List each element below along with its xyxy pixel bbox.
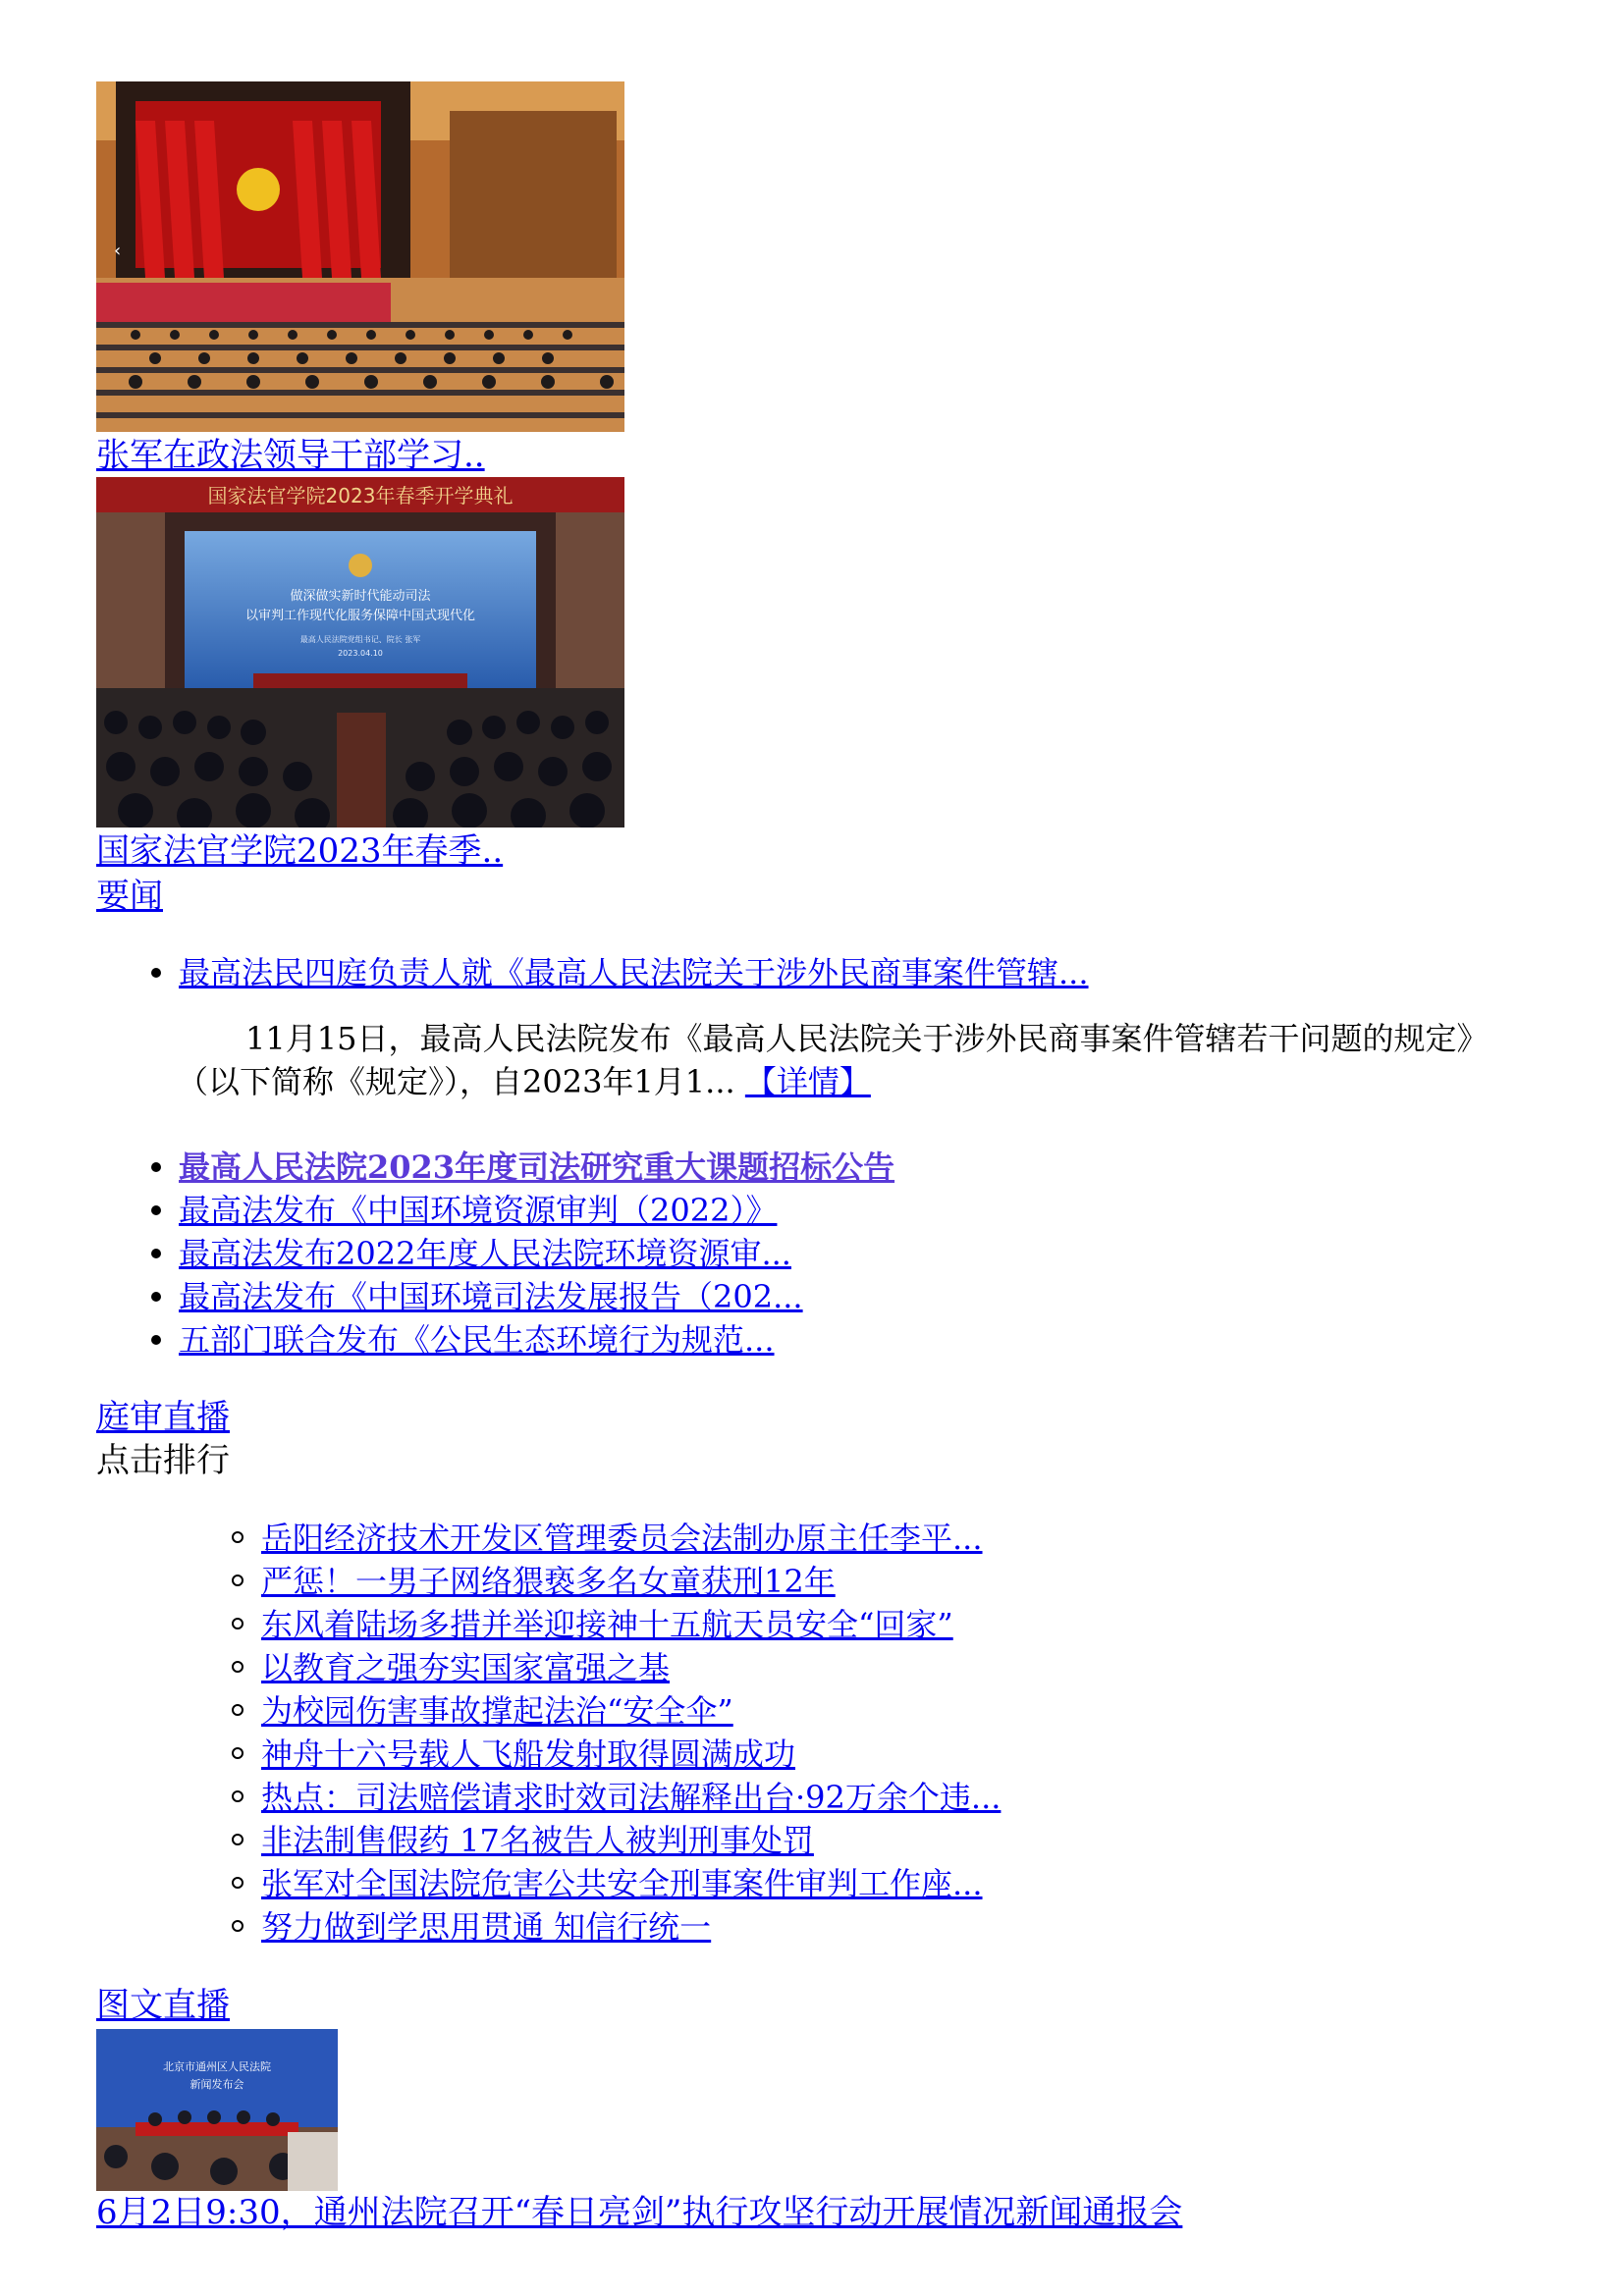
list-item: [261, 1560, 1001, 1603]
ranking-item-link[interactable]: 非法制售假药 17名被告人被判刑事处罚: [261, 1822, 814, 1859]
circle-bullet-icon: [232, 1618, 244, 1629]
list-item: [261, 1689, 1001, 1733]
news-item-link[interactable]: 五部门联合发布《公民生态环境行为规范...: [179, 1321, 775, 1359]
ranking-item-link[interactable]: 以教育之强夯实国家富强之基: [261, 1649, 671, 1686]
circle-bullet-icon: [232, 1834, 244, 1845]
slide-2-image[interactable]: [96, 477, 624, 828]
summary-text: 11月15日，最高人民法院发布《最高人民法院关于涉外民商事案件管辖若干问题的规定》（以下简称《规定》），自2023年1月1...: [177, 1020, 1489, 1100]
circle-bullet-icon: [232, 1877, 244, 1889]
ranking-item-link[interactable]: 严惩！一男子网络猥亵多名女童获刑12年: [261, 1563, 836, 1600]
ranking-item-link[interactable]: 为校园伤害事故撑起法治“安全伞”: [261, 1692, 733, 1730]
list-item: [179, 1146, 894, 1189]
svg-text:最高人民法院党组书记、院长 张军: 最高人民法院党组书记、院长 张军: [299, 635, 421, 644]
photo-live-thumbnail[interactable]: [96, 2029, 338, 2191]
svg-text:‹: ‹: [114, 240, 122, 261]
circle-bullet-icon: [232, 1920, 244, 1932]
ranking-item-link[interactable]: 热点：司法赔偿请求时效司法解释出台·92万余个违...: [261, 1779, 1001, 1816]
ceremony-photo-icon: [96, 477, 624, 828]
circle-bullet-icon: [232, 1704, 244, 1716]
list-item: [261, 1517, 1001, 1560]
news-lead-summary: [177, 1017, 1532, 1103]
svg-text:以审判工作现代化服务保障中国式现代化: 以审判工作现代化服务保障中国式现代化: [244, 609, 476, 623]
circle-bullet-icon: [232, 1790, 244, 1802]
bullet-icon: [151, 1335, 161, 1345]
list-item: [261, 1733, 1001, 1776]
svg-text:2023.04.10: 2023.04.10: [338, 649, 383, 658]
news-list: [179, 1146, 894, 1362]
slide-1-image[interactable]: [96, 81, 624, 432]
bullet-icon: [151, 1249, 161, 1258]
ranking-item-link[interactable]: 岳阳经济技术开发区管理委员会法制办原主任李平...: [261, 1520, 983, 1557]
circle-bullet-icon: [232, 1661, 244, 1673]
svg-text:做深做实新时代能动司法: 做深做实新时代能动司法: [290, 589, 431, 604]
slide-1-caption[interactable]: 张军在政法领导干部学习..: [96, 436, 485, 475]
bullet-icon: [151, 1292, 161, 1302]
ranking-heading: 点击排行: [96, 1441, 230, 1480]
circle-bullet-icon: [232, 1747, 244, 1759]
news-lead-list: [179, 951, 1089, 994]
svg-text:国家法官学院2023年春季开学典礼: 国家法官学院2023年春季开学典礼: [207, 484, 514, 507]
bullet-icon: [151, 968, 161, 978]
news-heading[interactable]: 要闻: [96, 877, 163, 916]
ranking-item-link[interactable]: 神舟十六号载人飞船发射取得圆满成功: [261, 1735, 796, 1773]
bullet-icon: [151, 1205, 161, 1215]
list-item: [179, 1189, 894, 1232]
photo-live-heading[interactable]: 图文直播: [96, 1986, 230, 2025]
list-item: [261, 1905, 1001, 1949]
news-item-link[interactable]: 最高法发布2022年度人民法院环境资源审...: [179, 1235, 791, 1272]
list-item: [179, 1275, 894, 1318]
bullet-icon: [151, 1162, 161, 1172]
list-item: [179, 1318, 894, 1362]
slide-2-caption[interactable]: 国家法官学院2023年春季..: [96, 831, 504, 871]
live-trial-heading[interactable]: 庭审直播: [96, 1398, 230, 1437]
news-lead-title[interactable]: 最高法民四庭负责人就《最高人民法院关于涉外民商事案件管辖...: [179, 954, 1089, 991]
news-item-link[interactable]: 最高人民法院2023年度司法研究重大课题招标公告: [179, 1148, 895, 1186]
ranking-item-link[interactable]: 努力做到学思用贯通 知信行统一: [261, 1908, 712, 1946]
photo-live-caption[interactable]: 6月2日9:30，通州法院召开“春日亮剑”执行攻坚行动开展情况新闻通报会: [96, 2193, 1183, 2232]
list-item: [179, 1232, 894, 1275]
ranking-list: [261, 1517, 1001, 1949]
list-item: [261, 1819, 1001, 1862]
list-item: [261, 1862, 1001, 1905]
circle-bullet-icon: [232, 1531, 244, 1543]
detail-link[interactable]: 【详情】: [744, 1063, 871, 1100]
auditorium-photo-icon: [96, 81, 624, 432]
list-item: [261, 1603, 1001, 1646]
list-item: [261, 1776, 1001, 1819]
svg-text:新闻发布会: 新闻发布会: [189, 2078, 244, 2091]
list-item: [261, 1646, 1001, 1689]
list-item: [179, 951, 1089, 994]
news-item-link[interactable]: 最高法发布《中国环境资源审判（2022）》: [179, 1192, 778, 1229]
press-conference-photo-icon: [96, 2029, 338, 2191]
circle-bullet-icon: [232, 1575, 244, 1586]
news-item-link[interactable]: 最高法发布《中国环境司法发展报告（202...: [179, 1278, 803, 1315]
svg-text:北京市通州区人民法院: 北京市通州区人民法院: [163, 2060, 271, 2073]
ranking-item-link[interactable]: 张军对全国法院危害公共安全刑事案件审判工作座...: [261, 1865, 983, 1902]
ranking-item-link[interactable]: 东风着陆场多措并举迎接神十五航天员安全“回家”: [261, 1606, 953, 1643]
